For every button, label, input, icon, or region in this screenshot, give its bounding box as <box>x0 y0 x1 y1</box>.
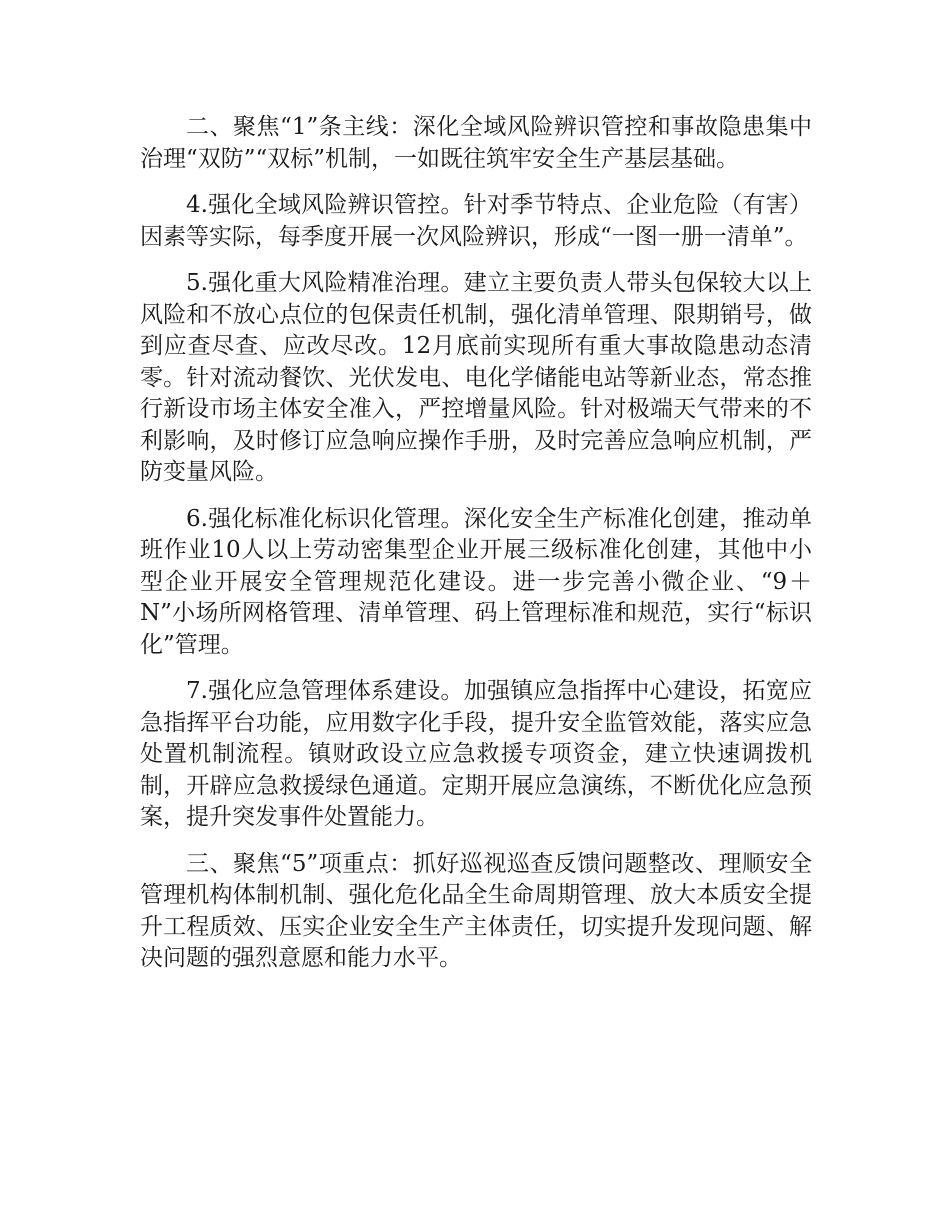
section-heading-three: 三、聚焦“5”项重点：抓好巡视巡查反馈问题整改、理顺安全管理机构体制机制、强化危化品全生命周期管理、放大本质安全提升工程质效、压实企业安全生产主体责任，切实提升发现问题、解决问题的强烈意愿和能力水平。 <box>140 850 812 971</box>
item-4-paragraph: 4.强化全域风险辨识管控。针对季节特点、企业危险（有害）因素等实际，每季度开展一次风险辨识，形成“一图一册一清单”。 <box>140 192 812 250</box>
item-7-paragraph: 7.强化应急管理体系建设。加强镇应急指挥中心建设，拓宽应急指挥平台功能，应用数字化手段，提升安全监管效能，落实应急处置机制流程。镇财政设立应急救援专项资金，建立快速调拨机制，开辟应急救援绿色通道。定期开展应急演练，不断优化应急预案，提升突发事件处置能力。 <box>140 678 812 830</box>
item-5-paragraph: 5.强化重大风险精准治理。建立主要负责人带头包保较大以上风险和不放心点位的包保责任机制，强化清单管理、限期销号，做到应查尽查、应改尽改。12月底前实现所有重大事故隐患动态清零。针对流动餐饮、光伏发电、电化学储能电站等新业态，常态推行新设市场主体安全准入，严控增量风险。针对极端天气带来的不利影响，及时修订应急响应操作手册，及时完善应急响应机制，严防变量风险。 <box>140 270 812 485</box>
section-heading-two: 二、聚焦“1”条主线：深化全域风险辨识管控和事故隐患集中治理“双防”“双标”机制，一如既往筑牢安全生产基层基础。 <box>140 114 812 172</box>
document-page <box>140 112 812 990</box>
item-6-paragraph: 6.强化标准化标识化管理。深化安全生产标准化创建，推动单班作业10人以上劳动密集型企业开展三级标准化创建，其他中小型企业开展安全管理规范化建设。进一步完善小微企业、“9＋N”小场所网格管理、清单管理、码上管理标准和规范，实行“标识化”管理。 <box>140 505 812 658</box>
